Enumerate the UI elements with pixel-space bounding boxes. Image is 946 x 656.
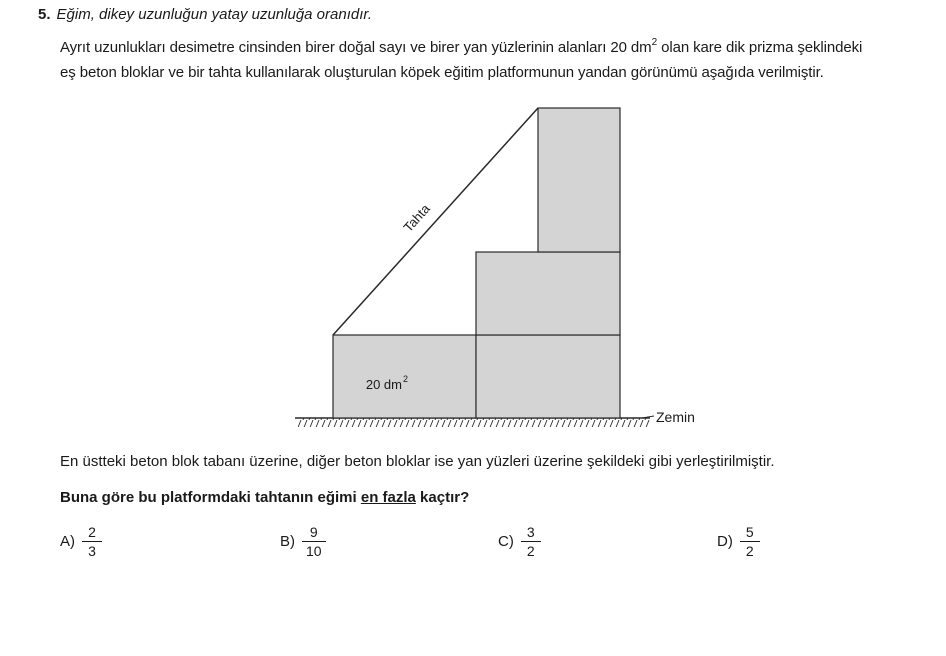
option-letter: B) bbox=[280, 532, 295, 550]
option-letter: D) bbox=[717, 532, 733, 550]
question-prompt-start: Buna göre bu platformdaki tahtanın eğimi bbox=[60, 489, 361, 506]
fraction-numerator: 3 bbox=[526, 523, 535, 540]
intro-line-1-text-end: olan kare dik prizma şeklindeki bbox=[657, 39, 863, 56]
intro-line-2: eş beton bloklar ve bir tahta kullanılarak oluşturulan köpek eğitim platformunun yandan görünümü aşağıda verilmiştir. bbox=[60, 64, 824, 81]
option-c[interactable] bbox=[498, 520, 539, 562]
fraction-numerator: 9 bbox=[309, 523, 318, 540]
question-prompt-emphasis: en fazla bbox=[360, 489, 416, 506]
option-b[interactable] bbox=[280, 520, 324, 562]
option-letter: A) bbox=[60, 532, 75, 550]
question-number: 5. bbox=[38, 6, 51, 23]
option-a[interactable] bbox=[60, 520, 100, 562]
platform-figure bbox=[290, 100, 720, 440]
question-header bbox=[38, 6, 372, 23]
option-letter: C) bbox=[498, 532, 514, 550]
block-area-label: 20 dm bbox=[365, 377, 402, 392]
intro-line-1-text: Ayrıt uzunlukları desimetre cinsinden birer doğal sayı ve birer yan yüzlerinin alanları 20 dm bbox=[60, 39, 652, 56]
question-intro bbox=[60, 35, 862, 85]
fraction-bar bbox=[302, 541, 326, 542]
block-area-superscript: 2 bbox=[403, 374, 409, 384]
ground-hatch bbox=[298, 418, 650, 427]
fraction-numerator: 5 bbox=[745, 523, 754, 540]
fraction-denominator: 2 bbox=[526, 542, 535, 559]
concrete-block-bottom-right bbox=[476, 335, 620, 418]
fraction-denominator: 3 bbox=[88, 542, 96, 559]
concrete-block-middle bbox=[476, 252, 620, 335]
question-prompt bbox=[60, 489, 469, 506]
platform-diagram bbox=[290, 100, 720, 440]
option-fraction bbox=[742, 524, 758, 559]
fraction-bar bbox=[82, 541, 102, 542]
fraction-denominator: 2 bbox=[745, 542, 754, 559]
intro-line-1-superscript: 2 bbox=[651, 37, 658, 48]
fraction-bar bbox=[740, 541, 760, 542]
placement-description: En üstteki beton blok tabanı üzerine, diğer beton bloklar ise yan yüzleri üzerine şekildeki gibi yerleştirilmiştir. bbox=[60, 453, 775, 470]
fraction-denominator: 10 bbox=[306, 542, 322, 559]
question-prompt-end: kaçtır? bbox=[415, 489, 470, 506]
option-fraction bbox=[523, 524, 539, 559]
concrete-block-top bbox=[538, 108, 620, 252]
intro-line-1 bbox=[60, 35, 862, 60]
option-d[interactable] bbox=[717, 520, 758, 562]
ground-label: Zemin bbox=[656, 409, 695, 425]
question-definition: Eğim, dikey uzunluğun yatay uzunluğa oranıdır. bbox=[56, 6, 372, 23]
option-fraction bbox=[84, 524, 100, 559]
option-fraction bbox=[304, 524, 324, 559]
board-label: Tahta bbox=[400, 201, 433, 235]
fraction-numerator: 2 bbox=[88, 523, 96, 540]
fraction-bar bbox=[521, 541, 541, 542]
